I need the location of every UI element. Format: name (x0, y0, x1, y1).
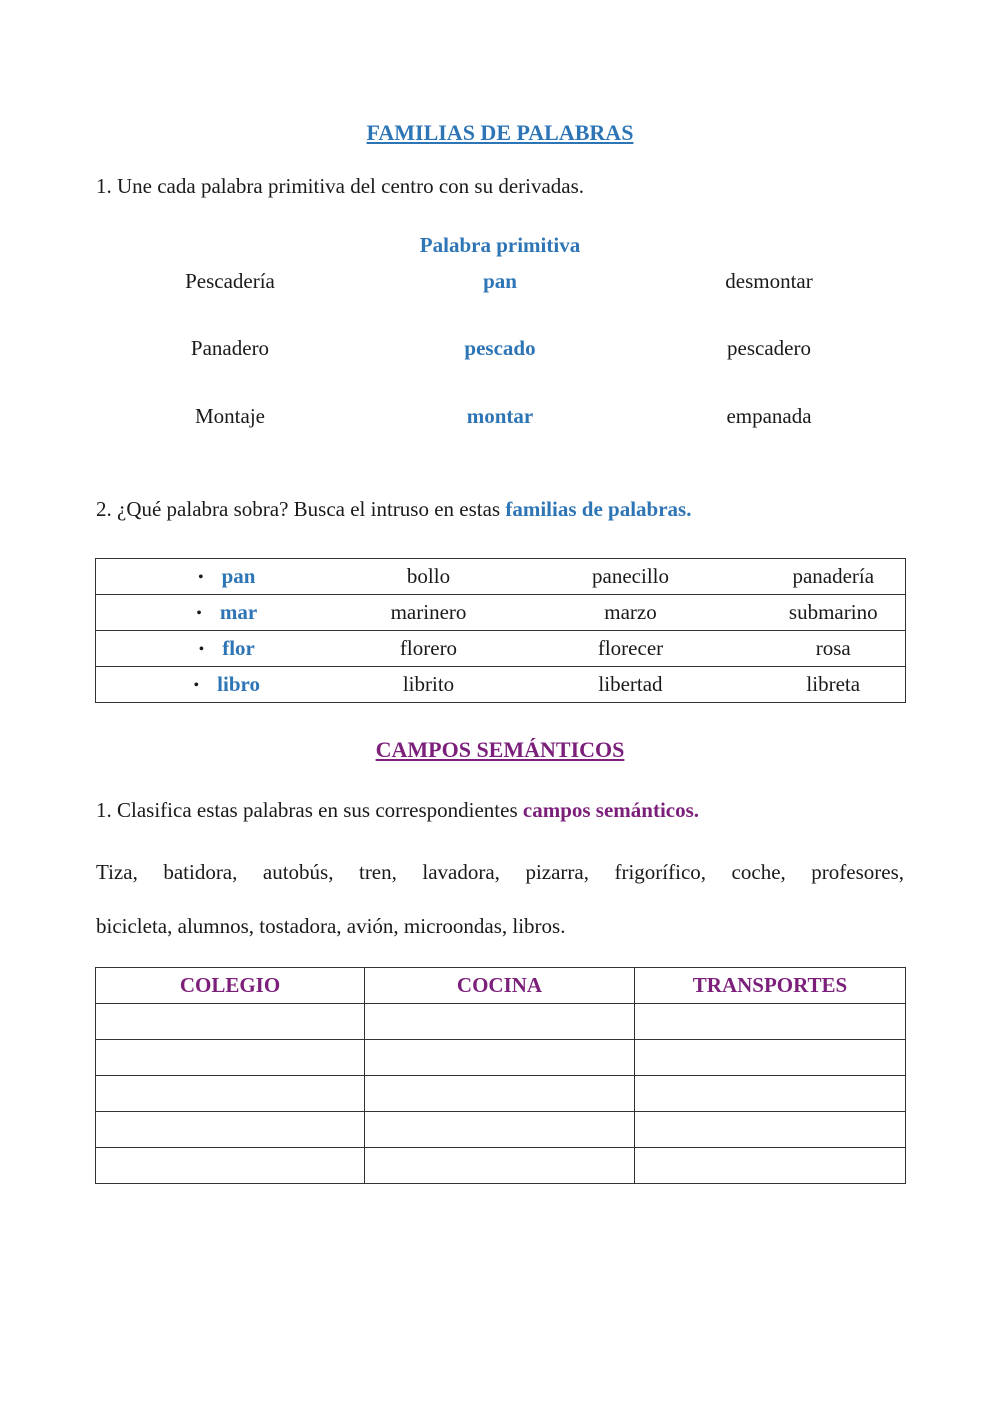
word-cell[interactable]: panadería (762, 559, 906, 595)
answer-cell[interactable] (365, 1004, 635, 1040)
answer-cell[interactable] (365, 1112, 635, 1148)
word-cell[interactable]: florero (358, 631, 500, 667)
word-cell[interactable]: bollo (358, 559, 500, 595)
column-header-transportes: TRANSPORTES (635, 968, 906, 1004)
answer-cell[interactable] (365, 1040, 635, 1076)
table-row (96, 1040, 906, 1076)
answer-cell[interactable] (96, 1148, 365, 1184)
table-row (96, 559, 906, 595)
word-cell[interactable]: librito (358, 667, 500, 703)
exercise3-text: 1. Clasifica estas palabras en sus correspondientes (96, 798, 523, 822)
exercise2-instruction (96, 497, 691, 522)
left-word[interactable]: Pescadería (185, 269, 275, 293)
word-cell[interactable]: libreta (762, 667, 906, 703)
primitive-word: pan (221, 564, 256, 588)
primitive-cell (96, 559, 358, 595)
exercise2-highlight: familias de palabras. (505, 497, 692, 521)
exercise3-instruction (96, 798, 699, 823)
table-row (96, 595, 906, 631)
answer-cell[interactable] (365, 1076, 635, 1112)
primitive-cell (96, 595, 358, 631)
word-cell[interactable]: florecer (500, 631, 762, 667)
word-list-line2: bicicleta, alumnos, tostadora, avión, microondas, libros. (96, 914, 566, 938)
table-row (96, 1004, 906, 1040)
answer-cell[interactable] (96, 1112, 365, 1148)
word-cell[interactable]: marinero (358, 595, 500, 631)
word-cell[interactable]: marzo (500, 595, 762, 631)
primitive-cell (96, 667, 358, 703)
exercise3-highlight: campos semánticos. (522, 798, 700, 822)
table-row (96, 1076, 906, 1112)
right-word[interactable]: empanada (726, 404, 812, 428)
table-row (96, 1112, 906, 1148)
answer-cell[interactable] (96, 1040, 365, 1076)
primitive-word: mar (219, 600, 258, 624)
primitive-cell (96, 631, 358, 667)
semantic-table (95, 967, 906, 1184)
answer-cell[interactable] (635, 1040, 906, 1076)
primitive-word: flor (222, 636, 255, 660)
answer-cell[interactable] (96, 1076, 365, 1112)
families-table (95, 558, 906, 703)
answer-cell[interactable] (635, 1076, 906, 1112)
bullet-icon: • (196, 605, 202, 623)
word-cell[interactable]: submarino (762, 595, 906, 631)
answer-cell[interactable] (96, 1004, 365, 1040)
answer-cell[interactable] (365, 1148, 635, 1184)
primitive-word: libro (217, 672, 260, 696)
primitive-word[interactable]: montar (466, 404, 534, 428)
column-header-cocina: COCINA (365, 968, 635, 1004)
answer-cell[interactable] (635, 1004, 906, 1040)
answer-cell[interactable] (635, 1112, 906, 1148)
table-row (96, 667, 906, 703)
word-cell[interactable]: panecillo (500, 559, 762, 595)
answer-cell[interactable] (635, 1148, 906, 1184)
semantic-title: CAMPOS SEMÁNTICOS (375, 737, 625, 762)
word-cell[interactable]: libertad (500, 667, 762, 703)
exercise1-instruction: 1. Une cada palabra primitiva del centro con su derivadas. (96, 174, 585, 198)
bullet-icon: • (198, 641, 205, 659)
primitive-word[interactable]: pan (483, 269, 517, 293)
exercise2-text: 2. ¿Qué palabra sobra? Busca el intruso en estas (96, 497, 506, 521)
bullet-icon: • (193, 677, 200, 695)
left-word[interactable]: Montaje (195, 404, 265, 428)
bullet-icon: • (198, 569, 204, 587)
left-word[interactable]: Panadero (190, 336, 270, 360)
word-list-line1: Tiza, batidora, autobús, tren, lavadora, pizarra, frigorífico, coche, profesores, (96, 860, 904, 884)
right-word[interactable]: desmontar (725, 269, 813, 293)
families-title: FAMILIAS DE PALABRAS (366, 120, 634, 145)
table-row (96, 1148, 906, 1184)
right-word[interactable]: pescadero (727, 336, 811, 360)
column-header-colegio: COLEGIO (96, 968, 365, 1004)
table-header-row (96, 968, 906, 1004)
primitive-word[interactable]: pescado (464, 336, 536, 360)
primitive-header: Palabra primitiva (419, 233, 581, 257)
table-row (96, 631, 906, 667)
word-cell[interactable]: rosa (762, 631, 906, 667)
